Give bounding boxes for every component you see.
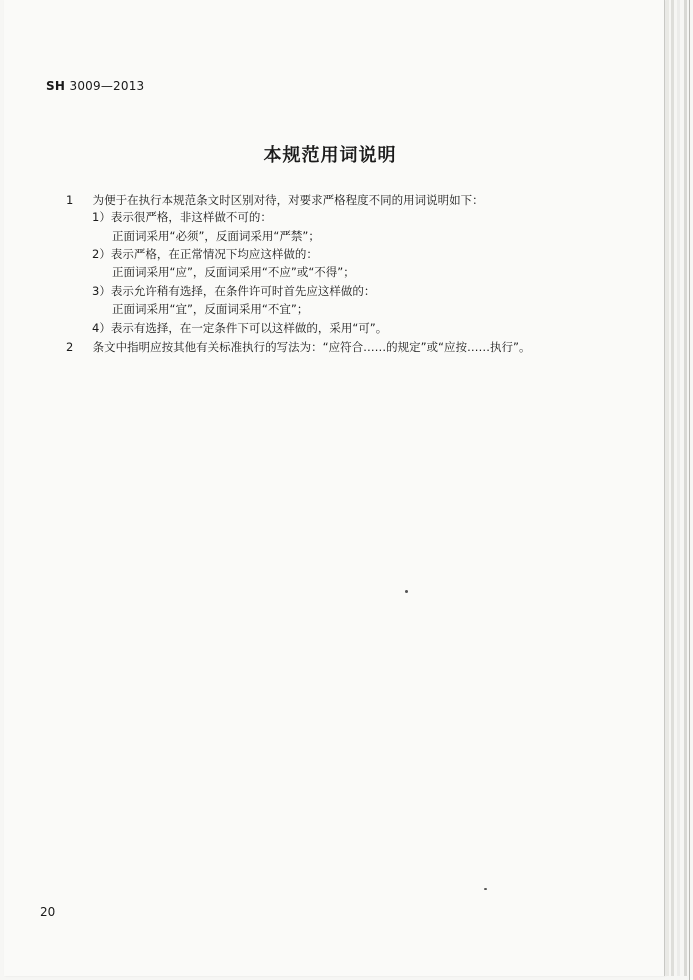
sub-clause-text: 表示很严格，非这样做不可的：	[110, 210, 272, 224]
clause-number: 2	[66, 340, 74, 354]
standard-code	[46, 79, 144, 93]
clause-text: 为便于在执行本规范条文时区别对待，对要求严格程度不同的用词说明如下：	[92, 193, 484, 207]
clause-1	[66, 193, 484, 208]
sub-clause-text: 表示严格，在正常情况下均应这样做的：	[110, 247, 318, 261]
page-stack-edge	[684, 0, 687, 976]
sub-clause-3-detail: 正面词采用“宜”，反面词采用“不宜”；	[112, 302, 309, 316]
scan-speck	[484, 888, 487, 890]
clause-text: 条文中指明应按其他有关标准执行的写法为：“应符合……的规定”或“应按……执行”。	[92, 340, 531, 354]
sub-clause-1-detail: 正面词采用“必须”，反面词采用“严禁”；	[112, 229, 320, 243]
sub-clause-4	[92, 321, 387, 336]
sub-clause-text: 表示有选择，在一定条件下可以这样做的，采用“可”。	[110, 321, 388, 335]
sub-clause-3	[92, 284, 375, 299]
page-stack-edge	[666, 0, 669, 976]
page-stack-edge	[671, 0, 674, 976]
page-number: 20	[40, 905, 56, 919]
scan-speck	[405, 590, 408, 593]
standard-code-number: 3009—2013	[69, 79, 145, 93]
sub-clause-2	[92, 247, 318, 262]
sub-clause-text: 表示允许稍有选择，在条件许可时首先应这样做的：	[110, 284, 376, 298]
sub-clause-label: 3）	[92, 284, 111, 298]
clause-2	[66, 340, 530, 355]
page-stack-edge	[689, 0, 690, 980]
sub-clause-label: 2）	[92, 247, 111, 261]
sub-clause-1	[92, 210, 272, 225]
clause-number: 1	[66, 193, 74, 207]
page-stack-edge	[677, 0, 680, 976]
sub-clause-label: 1）	[92, 210, 111, 224]
sub-clause-2-detail: 正面词采用“应”，反面词采用“不应”或“不得”；	[112, 265, 355, 279]
sub-clause-label: 4）	[92, 321, 111, 335]
standard-code-prefix: SH	[46, 79, 66, 93]
page-title: 本规范用词说明	[263, 145, 397, 166]
